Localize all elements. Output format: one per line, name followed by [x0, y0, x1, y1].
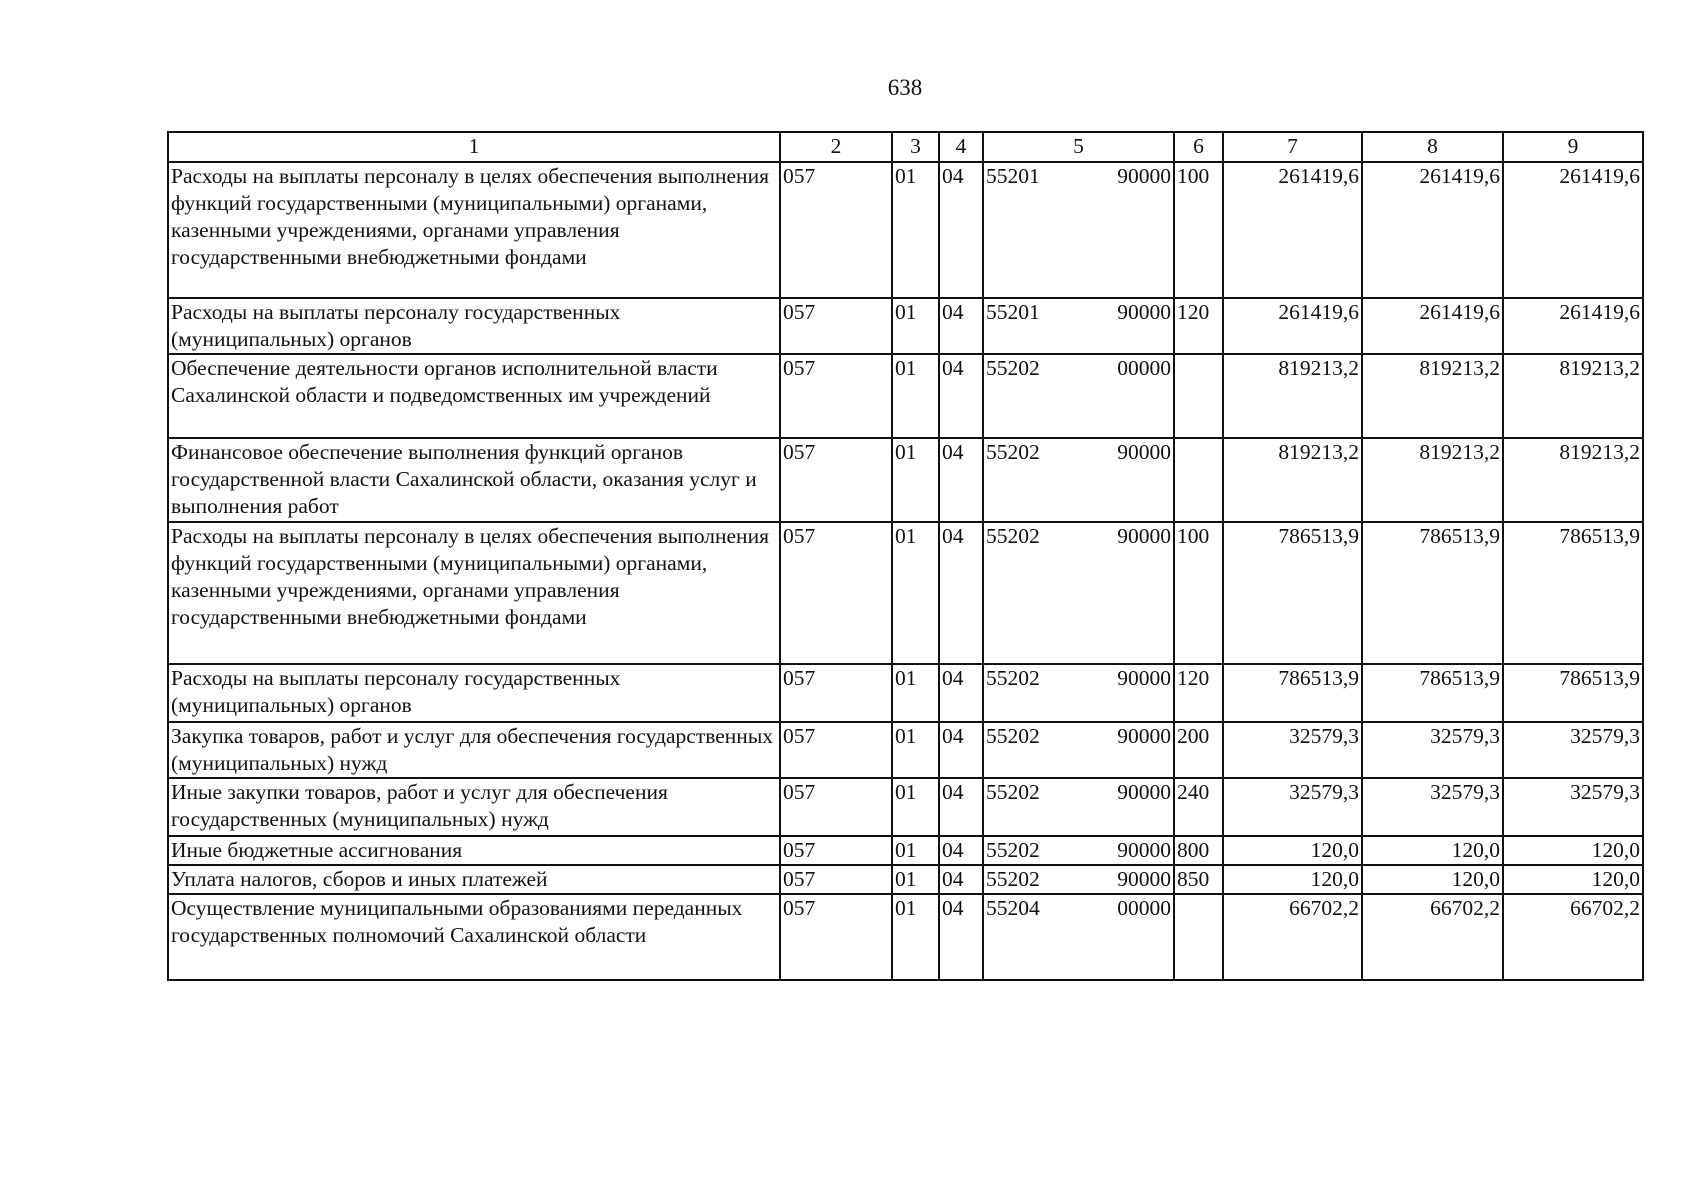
table-header-row: [168, 132, 1643, 162]
amount-col-7: 819213,2: [1223, 354, 1362, 438]
table-row: [168, 778, 1643, 836]
direction-code: 90000: [1117, 780, 1171, 804]
target-article-code: [983, 354, 1174, 438]
column-header: 2: [780, 132, 892, 162]
table-row: [168, 438, 1643, 522]
amount-col-8: 66702,2: [1362, 894, 1503, 980]
direction-code: 90000: [1117, 838, 1171, 862]
table-row: [168, 722, 1643, 778]
row-description: Уплата налогов, сборов и иных платежей: [168, 865, 780, 894]
amount-col-9: 786513,9: [1503, 522, 1643, 664]
amount-col-8: 261419,6: [1362, 162, 1503, 298]
amount-col-7: 120,0: [1223, 865, 1362, 894]
direction-code: 00000: [1117, 356, 1171, 380]
amount-col-8: 32579,3: [1362, 778, 1503, 836]
subsection-code: 04: [939, 778, 983, 836]
ministry-code: 057: [780, 298, 892, 354]
subsection-code: 04: [939, 722, 983, 778]
amount-col-9: 819213,2: [1503, 354, 1643, 438]
expense-type-code: 200: [1174, 722, 1223, 778]
target-article-code: [983, 865, 1174, 894]
amount-col-8: 819213,2: [1362, 354, 1503, 438]
expense-type-code: [1174, 438, 1223, 522]
row-description: Расходы на выплаты персоналу государственных (муниципальных) органов: [168, 298, 780, 354]
subsection-code: 04: [939, 894, 983, 980]
section-code: 01: [892, 836, 939, 865]
target-article-code: [983, 722, 1174, 778]
column-header: 4: [939, 132, 983, 162]
amount-col-7: 786513,9: [1223, 664, 1362, 722]
column-header: 9: [1503, 132, 1643, 162]
section-code: 01: [892, 894, 939, 980]
amount-col-9: 32579,3: [1503, 778, 1643, 836]
subsection-code: 04: [939, 522, 983, 664]
amount-col-8: 786513,9: [1362, 664, 1503, 722]
expense-type-code: 800: [1174, 836, 1223, 865]
amount-col-9: 786513,9: [1503, 664, 1643, 722]
section-code: 01: [892, 522, 939, 664]
program-code: 55202: [986, 440, 1040, 464]
ministry-code: 057: [780, 664, 892, 722]
target-article-code: [983, 298, 1174, 354]
direction-code: 00000: [1117, 896, 1171, 920]
subsection-code: 04: [939, 162, 983, 298]
subsection-code: 04: [939, 354, 983, 438]
table-row: [168, 836, 1643, 865]
section-code: 01: [892, 778, 939, 836]
target-article-code: [983, 778, 1174, 836]
amount-col-8: 819213,2: [1362, 438, 1503, 522]
row-description: Осуществление муниципальными образованиями переданных государственных полномочий Сахалинской области: [168, 894, 780, 980]
amount-col-9: 120,0: [1503, 836, 1643, 865]
row-description: Иные бюджетные ассигнования: [168, 836, 780, 865]
program-code: 55202: [986, 356, 1040, 380]
column-header: 1: [168, 132, 780, 162]
row-description: Закупка товаров, работ и услуг для обеспечения государственных (муниципальных) нужд: [168, 722, 780, 778]
subsection-code: 04: [939, 298, 983, 354]
amount-col-9: 261419,6: [1503, 162, 1643, 298]
target-article-code: [983, 836, 1174, 865]
amount-col-9: 261419,6: [1503, 298, 1643, 354]
section-code: 01: [892, 865, 939, 894]
ministry-code: 057: [780, 894, 892, 980]
row-description: Расходы на выплаты персоналу государственных (муниципальных) органов: [168, 664, 780, 722]
target-article-code: [983, 522, 1174, 664]
program-code: 55202: [986, 724, 1040, 748]
program-code: 55202: [986, 666, 1040, 690]
subsection-code: 04: [939, 865, 983, 894]
page-number: 638: [887, 75, 923, 100]
program-code: 55202: [986, 780, 1040, 804]
amount-col-7: 786513,9: [1223, 522, 1362, 664]
amount-col-7: 261419,6: [1223, 298, 1362, 354]
expense-type-code: 100: [1174, 522, 1223, 664]
expense-type-code: [1174, 354, 1223, 438]
ministry-code: 057: [780, 522, 892, 664]
amount-col-7: 120,0: [1223, 836, 1362, 865]
direction-code: 90000: [1117, 164, 1171, 188]
row-description: Финансовое обеспечение выполнения функций органов государственной власти Сахалинской области, оказания услуг и выполнения работ: [168, 438, 780, 522]
expense-type-code: [1174, 894, 1223, 980]
table-row: [168, 865, 1643, 894]
amount-col-9: 120,0: [1503, 865, 1643, 894]
amount-col-8: 32579,3: [1362, 722, 1503, 778]
ministry-code: 057: [780, 438, 892, 522]
column-header: 8: [1362, 132, 1503, 162]
section-code: 01: [892, 722, 939, 778]
subsection-code: 04: [939, 836, 983, 865]
expense-type-code: 240: [1174, 778, 1223, 836]
program-code: 55202: [986, 838, 1040, 862]
amount-col-9: 66702,2: [1503, 894, 1643, 980]
column-header: 3: [892, 132, 939, 162]
amount-col-7: 66702,2: [1223, 894, 1362, 980]
amount-col-9: 32579,3: [1503, 722, 1643, 778]
direction-code: 90000: [1117, 724, 1171, 748]
subsection-code: 04: [939, 438, 983, 522]
target-article-code: [983, 664, 1174, 722]
program-code: 55202: [986, 867, 1040, 891]
amount-col-8: 786513,9: [1362, 522, 1503, 664]
row-description: Расходы на выплаты персоналу в целях обеспечения выполнения функций государственными (муниципальными) органами, казенными учреждениями, органами управления государственными внебюджетными фондами: [168, 522, 780, 664]
program-code: 55204: [986, 896, 1040, 920]
row-description: Обеспечение деятельности органов исполнительной власти Сахалинской области и подведомственных им учреждений: [168, 354, 780, 438]
ministry-code: 057: [780, 865, 892, 894]
expense-type-code: 100: [1174, 162, 1223, 298]
ministry-code: 057: [780, 778, 892, 836]
amount-col-7: 32579,3: [1223, 778, 1362, 836]
section-code: 01: [892, 298, 939, 354]
direction-code: 90000: [1117, 867, 1171, 891]
expense-type-code: 120: [1174, 664, 1223, 722]
amount-col-8: 120,0: [1362, 836, 1503, 865]
section-code: 01: [892, 354, 939, 438]
section-code: 01: [892, 162, 939, 298]
direction-code: 90000: [1117, 524, 1171, 548]
row-description: Расходы на выплаты персоналу в целях обеспечения выполнения функций государственными (муниципальными) органами, казенными учреждениями, органами управления государственными внебюджетными фондами: [168, 162, 780, 298]
column-header: 7: [1223, 132, 1362, 162]
amount-col-9: 819213,2: [1503, 438, 1643, 522]
amount-col-7: 261419,6: [1223, 162, 1362, 298]
direction-code: 90000: [1117, 300, 1171, 324]
section-code: 01: [892, 438, 939, 522]
table-row: [168, 522, 1643, 664]
column-header: 5: [983, 132, 1174, 162]
table-row: [168, 298, 1643, 354]
expense-type-code: 850: [1174, 865, 1223, 894]
ministry-code: 057: [780, 722, 892, 778]
table-row: [168, 664, 1643, 722]
target-article-code: [983, 162, 1174, 298]
program-code: 55201: [986, 300, 1040, 324]
direction-code: 90000: [1117, 440, 1171, 464]
subsection-code: 04: [939, 664, 983, 722]
program-code: 55202: [986, 524, 1040, 548]
table-row: [168, 354, 1643, 438]
table-row: [168, 894, 1643, 980]
expense-type-code: 120: [1174, 298, 1223, 354]
column-header: 6: [1174, 132, 1223, 162]
ministry-code: 057: [780, 162, 892, 298]
amount-col-7: 32579,3: [1223, 722, 1362, 778]
table-row: [168, 162, 1643, 298]
amount-col-7: 819213,2: [1223, 438, 1362, 522]
amount-col-8: 261419,6: [1362, 298, 1503, 354]
target-article-code: [983, 894, 1174, 980]
program-code: 55201: [986, 164, 1040, 188]
budget-table: [167, 131, 1644, 981]
row-description: Иные закупки товаров, работ и услуг для обеспечения государственных (муниципальных) нужд: [168, 778, 780, 836]
target-article-code: [983, 438, 1174, 522]
amount-col-8: 120,0: [1362, 865, 1503, 894]
section-code: 01: [892, 664, 939, 722]
ministry-code: 057: [780, 354, 892, 438]
ministry-code: 057: [780, 836, 892, 865]
direction-code: 90000: [1117, 666, 1171, 690]
